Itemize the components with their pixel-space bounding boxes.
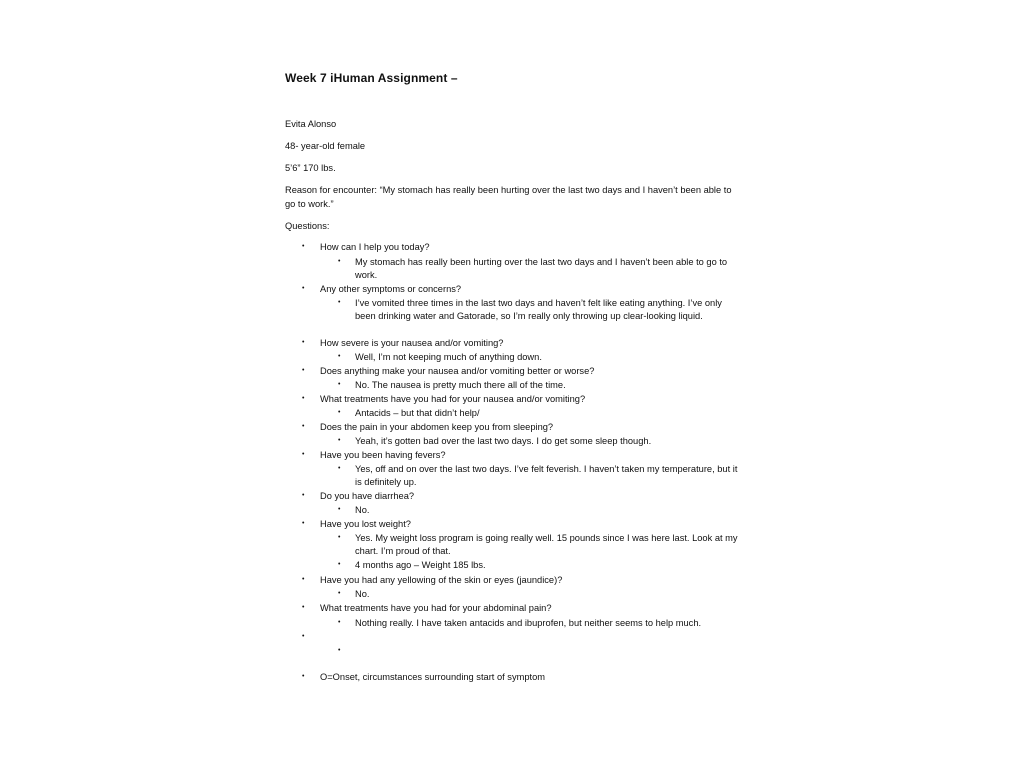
question-3: How severe is your nausea and/or vomiting? xyxy=(320,338,504,348)
answer-11: Nothing really. I have taken antacids and ibuprofen, but neither seems to help much. xyxy=(355,618,702,628)
answer-6: Yeah, it’s gotten bad over the last two days. I do get some sleep though. xyxy=(355,436,652,446)
bullet-icon: • xyxy=(302,673,305,680)
bullet-icon: • xyxy=(338,381,341,388)
bullet-icon: • xyxy=(302,285,305,292)
bullet-icon: • xyxy=(302,395,305,402)
bullet-icon: • xyxy=(338,465,341,472)
question-10: Have you had any yellowing of the skin or eyes (jaundice)? xyxy=(320,575,563,585)
bullet-icon: • xyxy=(302,492,305,499)
bullet-icon: • xyxy=(338,353,341,360)
bullet-icon: • xyxy=(338,409,341,416)
bullet-icon: • xyxy=(302,520,305,527)
question-12: O=Onset, circumstances surrounding start of symptom xyxy=(320,672,546,682)
bullet-icon: • xyxy=(302,243,305,250)
answer-1: My stomach has really been hurting over the last two days and I haven’t been able to go to work. xyxy=(355,257,728,280)
question-4: Does anything make your nausea and/or vomiting better or worse? xyxy=(320,366,595,376)
questions-heading: Questions: xyxy=(285,221,330,231)
bullet-icon: • xyxy=(302,367,305,374)
question-5: What treatments have you had for your nausea and/or vomiting? xyxy=(320,394,586,404)
question-9: Have you lost weight? xyxy=(320,519,411,529)
answer-9b: 4 months ago – Weight 185 lbs. xyxy=(355,560,486,570)
bullet-icon: • xyxy=(338,437,341,444)
answer-4: No. The nausea is pretty much there all of the time. xyxy=(355,380,566,390)
question-7: Have you been having fevers? xyxy=(320,450,446,460)
answer-2: I’ve vomited three times in the last two days and haven’t felt like eating anything. I’ve only been drinking water and Gatorade, so I’m really only throwing up clear-looking liquid. xyxy=(355,298,722,321)
bullet-icon: • xyxy=(302,451,305,458)
question-8: Do you have diarrhea? xyxy=(320,491,415,501)
bullet-icon: • xyxy=(338,561,341,568)
patient-height-weight: 5’6” 170 lbs. xyxy=(285,163,336,173)
reason-for-encounter: Reason for encounter: “My stomach has really been hurting over the last two days and I haven’t been able to go to work.” xyxy=(285,185,732,209)
patient-age-sex: 48- year-old female xyxy=(285,141,366,151)
bullet-icon: • xyxy=(302,423,305,430)
question-6: Does the pain in your abdomen keep you from sleeping? xyxy=(320,422,554,432)
bullet-icon: • xyxy=(338,590,341,597)
bullet-icon: • xyxy=(338,299,341,306)
question-1: How can I help you today? xyxy=(320,242,430,252)
bullet-icon: • xyxy=(302,576,305,583)
bullet-icon: • xyxy=(338,258,341,265)
answer-7: Yes, off and on over the last two days. I’ve felt feverish. I haven’t taken my temperature, but it is definitely up. xyxy=(355,464,738,487)
answer-10: No. xyxy=(355,589,370,599)
answer-9a: Yes. My weight loss program is going really well. 15 pounds since I was here last. Look at my chart. I’m proud of that. xyxy=(355,533,738,556)
document-title: Week 7 iHuman Assignment – xyxy=(285,71,458,85)
bullet-icon: • xyxy=(338,647,341,654)
bullet-icon: • xyxy=(302,604,305,611)
answer-8: No. xyxy=(355,505,370,515)
bullet-icon: • xyxy=(338,534,341,541)
bullet-icon: • xyxy=(338,506,341,513)
bullet-icon: • xyxy=(302,633,305,640)
answer-3: Well, I’m not keeping much of anything down. xyxy=(355,352,542,362)
patient-name: Evita Alonso xyxy=(285,119,337,129)
bullet-icon: • xyxy=(302,339,305,346)
question-11: What treatments have you had for your abdominal pain? xyxy=(320,603,552,613)
bullet-icon: • xyxy=(338,619,341,626)
question-2: Any other symptoms or concerns? xyxy=(320,284,462,294)
answer-5: Antacids – but that didn’t help/ xyxy=(355,408,480,418)
